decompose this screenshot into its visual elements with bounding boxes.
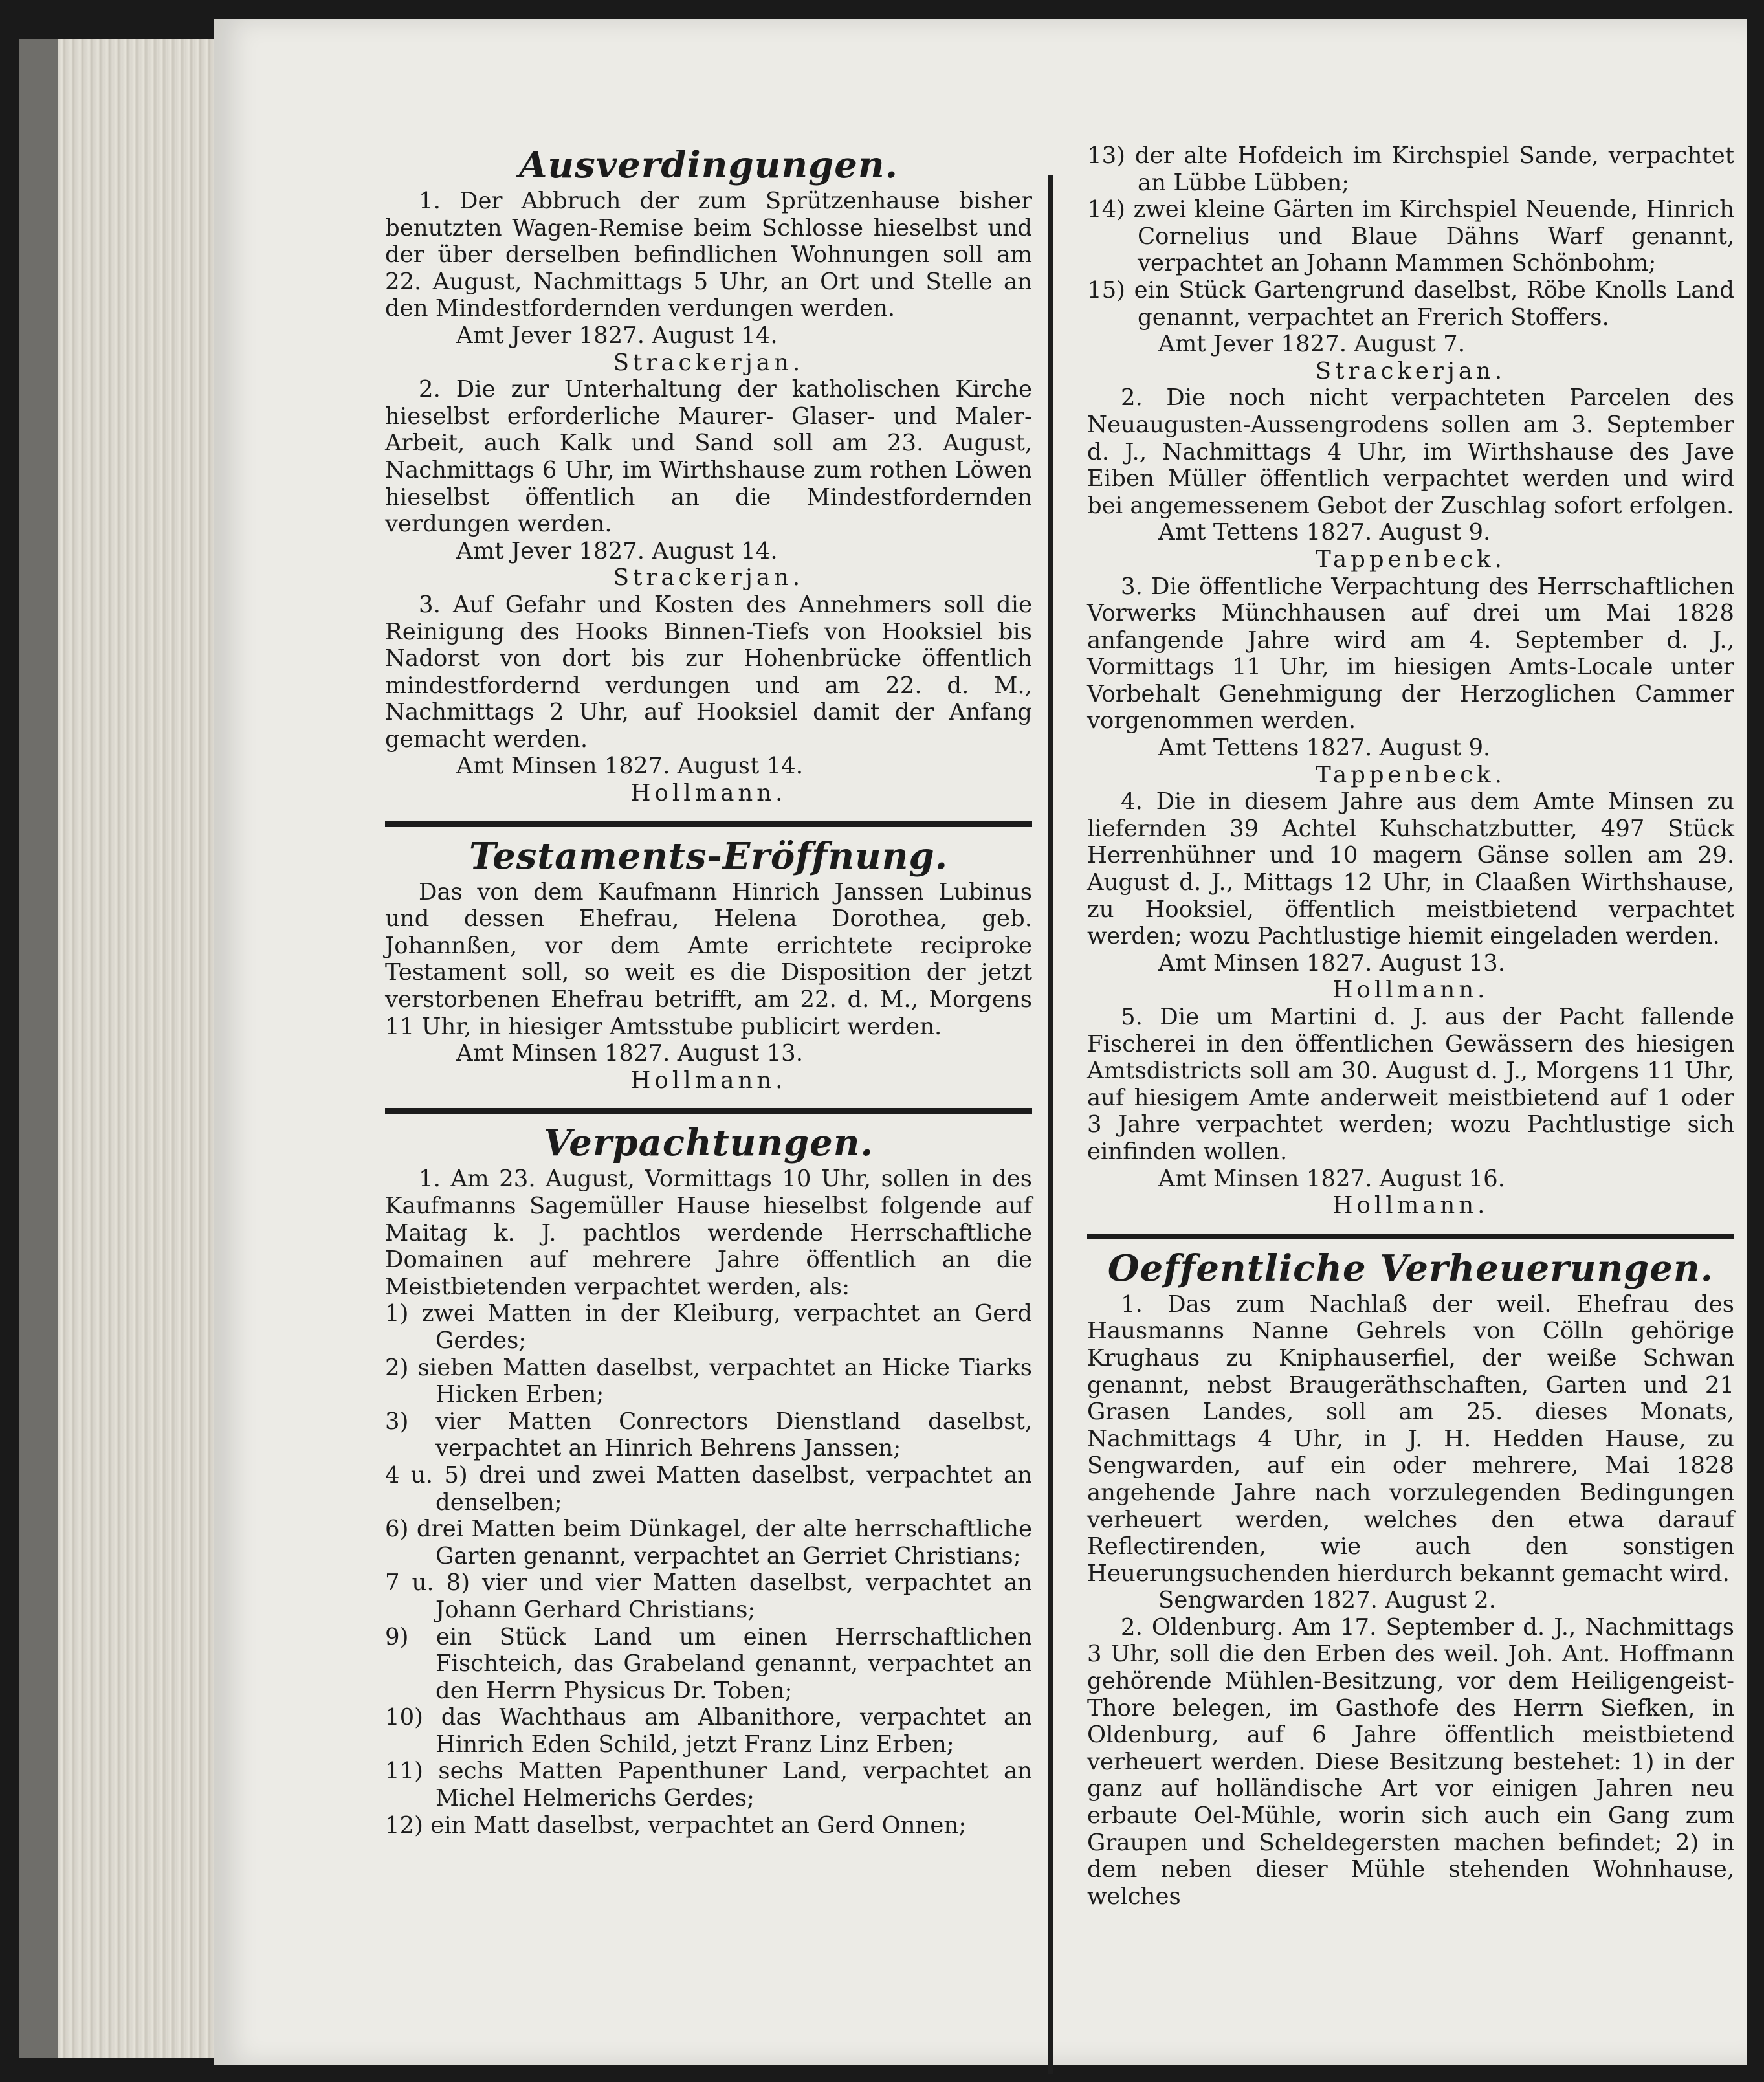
notice-signatory: Tappenbeck. [1316, 546, 1506, 573]
notice-signature-date: Amt Tettens 1827. August 9. [1158, 735, 1491, 762]
lease-notice-1: 1. Am 23. August, Vormittags 10 Uhr, sollen in des Kaufmanns Sagemüller Hause hieselbst folgende auf Maitag k. J. pachtlos werdende Herrschaftliche Domainen auf mehrere Jahre öffentlich an die Meistbietenden verpachtet werden, als: [385, 1166, 1032, 1300]
rental-notice-1: 1. Das zum Nachlaß der weil. Ehefrau des Hausmanns Nanne Gehrels von Cölln gehörige Krughaus zu Kniphauserfiel, der weiße Schwan genannt, nebst Braugeräthschaften, Garten und 21 Grasen Landes, soll am 25. dieses Monats, Nachmittags 4 Uhr, in J. H. Hedden Hause, zu Sengwarden, auf ein oder mehrere, Mai 1828 angehende Jahre nach vorzulegenden Bedingungen verheuert werden, welches den etwa darauf Reflectirenden, wie auch den sonstigen Heuerungsuchenden hierdurch bekannt gemacht wird. [1087, 1290, 1734, 1587]
book-page-edges [19, 39, 214, 2058]
rental-notice-2: 2. Oldenburg. Am 17. September d. J., Nachmittags 3 Uhr, soll die den Erben des weil. Joh. Ant. Hoffmann gehörende Mühlen-Besitzung, vor dem Heiligengeist-Thore belegen, im Gasthofe des Herrn Siefken, in Oldenburg, auf 6 Jahre öffentlich meistbietend verheuert werden. Diese Besitzung bestehet: 1) in der ganz auf holländische Art vor einigen Jahren neu erbaute Oel-Mühle, worin sich auch ein Gang zum Graupen und Scheldegersten machen befindet; 2) in dem neben dieser Mühle stehenden Wohnhause, welches [1087, 1613, 1734, 1910]
lease-list-item: 12) ein Matt daselbst, verpachtet an Gerd Onnen; [385, 1811, 967, 1839]
section-divider [1087, 1234, 1734, 1239]
heading-ausverdingungen: Ausverdingungen. [518, 144, 899, 186]
lease-list-item: 6) drei Matten beim Dünkagel, der alte herrschaftliche Garten genannt, verpachtet an Gerriet Christians; [385, 1516, 1032, 1569]
notice-signature-date: Amt Jever 1827. August 7. [1158, 331, 1466, 358]
right-column [1087, 142, 1734, 1910]
notice-signatory: Hollmann. [630, 780, 787, 807]
lease-list-item: 7 u. 8) vier und vier Matten daselbst, verpachtet an Johann Gerhard Christians; [385, 1569, 1032, 1623]
notice-signatory: Hollmann. [630, 1067, 787, 1094]
notice-signature-date: Amt Minsen 1827. August 13. [456, 1040, 804, 1067]
notice-signatory: Tappenbeck. [1316, 761, 1506, 788]
lease-list-item: 11) sechs Matten Papenthuner Land, verpachtet an Michel Helmerichs Gerdes; [385, 1758, 1032, 1812]
lease-list-item: 13) der alte Hofdeich im Kirchspiel Sande, verpachtet an Lübbe Lübben; [1087, 142, 1734, 196]
column-divider [1048, 175, 1053, 2074]
left-column [385, 142, 1032, 1839]
notice-signatory: Strackerjan. [613, 564, 804, 592]
notice-signature-date: Amt Jever 1827. August 14. [456, 322, 778, 349]
lease-list-item: 2) sieben Matten daselbst, verpachtet an Hicke Tiarks Hicken Erben; [385, 1354, 1032, 1408]
lease-list-item: 9) ein Stück Land um einen Herrschaftlichen Fischteich, das Grabeland genannt, verpachtet an den Herrn Physicus Dr. Toben; [385, 1623, 1032, 1704]
notice-signature-date: Amt Minsen 1827. August 16. [1158, 1165, 1506, 1192]
section-divider [385, 821, 1032, 827]
notice-signatory: Strackerjan. [613, 349, 804, 376]
lease-list-item: 3) vier Matten Conrectors Dienstland daselbst, verpachtet an Hinrich Behrens Janssen; [385, 1408, 1032, 1462]
testament-notice: Das von dem Kaufmann Hinrich Janssen Lubinus und dessen Ehefrau, Helena Dorothea, geb. Johannßen, vor dem Amte errichtete reciproke Testament soll, so weit es die Disposition der jetzt verstorbenen Ehefrau betrifft, am 22. d. M., Morgens 11 Uhr, in hiesiger Amtsstube publicirt werden. [385, 878, 1032, 1040]
notice-item-2: 2. Die zur Unterhaltung der katholischen Kirche hieselbst erforderliche Maurer- Glaser- und Maler-Arbeit, auch Kalk und Sand soll am 23. August, Nachmittags 6 Uhr, im Wirthshause zum rothen Löwen hieselbst öffentlich an die Mindestfordernden verdungen werden. [385, 376, 1032, 538]
notice-signature-date: Amt Minsen 1827. August 13. [1158, 949, 1506, 977]
notice-item-1: 1. Der Abbruch der zum Sprützenhause bisher benutzten Wagen-Remise beim Schlosse hieselbst und der über derselben befindlichen Wohnungen soll am 22. August, Nachmittags 5 Uhr, an Ort und Stelle an den Mindestfordernden verdungen werden. [385, 188, 1032, 322]
notice-signatory: Hollmann. [1332, 1192, 1489, 1219]
lease-notice-4: 4. Die in diesem Jahre aus dem Amte Minsen zu liefernden 39 Achtel Kuhschatzbutter, 497 Stück Herrenhühner und 10 magern Gänse sollen am 29. August d. J., Mittags 12 Uhr, in Claaßen Wirthshause, zu Hooksiel, öffentlich meistbietend verpachtet werden; wozu Pachtlustige hiemit eingeladen werden. [1087, 788, 1734, 950]
notice-item-3: 3. Auf Gefahr und Kosten des Annehmers soll die Reinigung des Hooks Binnen-Tiefs von Hooksiel bis Nadorst von dort bis zur Hohenbrücke öffentlich mindestfordernd verdungen und am 22. d. M., Nachmittags 2 Uhr, auf Hooksiel damit der Anfang gemacht werden. [385, 591, 1032, 753]
lease-list-item: 10) das Wachthaus am Albanithore, verpachtet an Hinrich Eden Schild, jetzt Franz Linz Erben; [385, 1704, 1032, 1758]
notice-signature-date: Amt Minsen 1827. August 14. [456, 753, 804, 780]
notice-signatory: Hollmann. [1332, 977, 1489, 1004]
notice-signatory: Strackerjan. [1315, 357, 1506, 384]
notice-signature-date: Amt Jever 1827. August 14. [456, 537, 778, 564]
lease-list-item: 1) zwei Matten in der Kleiburg, verpachtet an Gerd Gerdes; [385, 1300, 1032, 1354]
lease-list-item: 4 u. 5) drei und zwei Matten daselbst, verpachtet an denselben; [385, 1461, 1032, 1516]
notice-signature-date: Amt Tettens 1827. August 9. [1158, 519, 1491, 546]
lease-notice-2: 2. Die noch nicht verpachteten Parcelen des Neuaugusten-Aussengrodens sollen am 3. September d. J., Nachmittags 4 Uhr, im Wirthshause des Jave Eiben Müller öffentlich verpachtet werden und wird bei angemessenem Gebot der Zuschlag sofort erfolgen. [1087, 384, 1734, 519]
heading-oeffentliche-verheuerungen: Oeffentliche Verheuerungen. [1107, 1246, 1714, 1290]
heading-verpachtungen: Verpachtungen. [544, 1122, 874, 1165]
heading-testaments-eroeffnung: Testaments-Eröffnung. [469, 834, 949, 878]
lease-notice-5: 5. Die um Martini d. J. aus der Pacht fallende Fischerei in den öffentlichen Gewässern des hiesigen Amtsdistricts soll am 30. August d. J., Morgens 11 Uhr, auf hiesigem Amte anderweit meistbietend auf 1 oder 3 Jahre verpachtet werden; wozu Pachtlustige sich einfinden wollen. [1087, 1004, 1734, 1165]
section-divider [385, 1108, 1032, 1114]
notice-signature-date: Sengwarden 1827. August 2. [1158, 1587, 1496, 1614]
lease-notice-3: 3. Die öffentliche Verpachtung des Herrschaftlichen Vorwerks Münchhausen auf drei um Mai 1828 anfangende Jahre wird am 4. September d. J., Vormittags 11 Uhr, im hiesigen Amts-Locale unter Vorbehalt Genehmigung der Herzoglichen Cammer vorgenommen werden. [1087, 573, 1734, 735]
lease-list-item: 15) ein Stück Gartengrund daselbst, Röbe Knolls Land genannt, verpachtet an Frerich Stoffers. [1087, 276, 1734, 331]
lease-list-item: 14) zwei kleine Gärten im Kirchspiel Neuende, Hinrich Cornelius und Blaue Dähns Warf genannt, verpachtet an Johann Mammen Schönbohm; [1087, 196, 1734, 277]
newspaper-page [214, 19, 1747, 2065]
